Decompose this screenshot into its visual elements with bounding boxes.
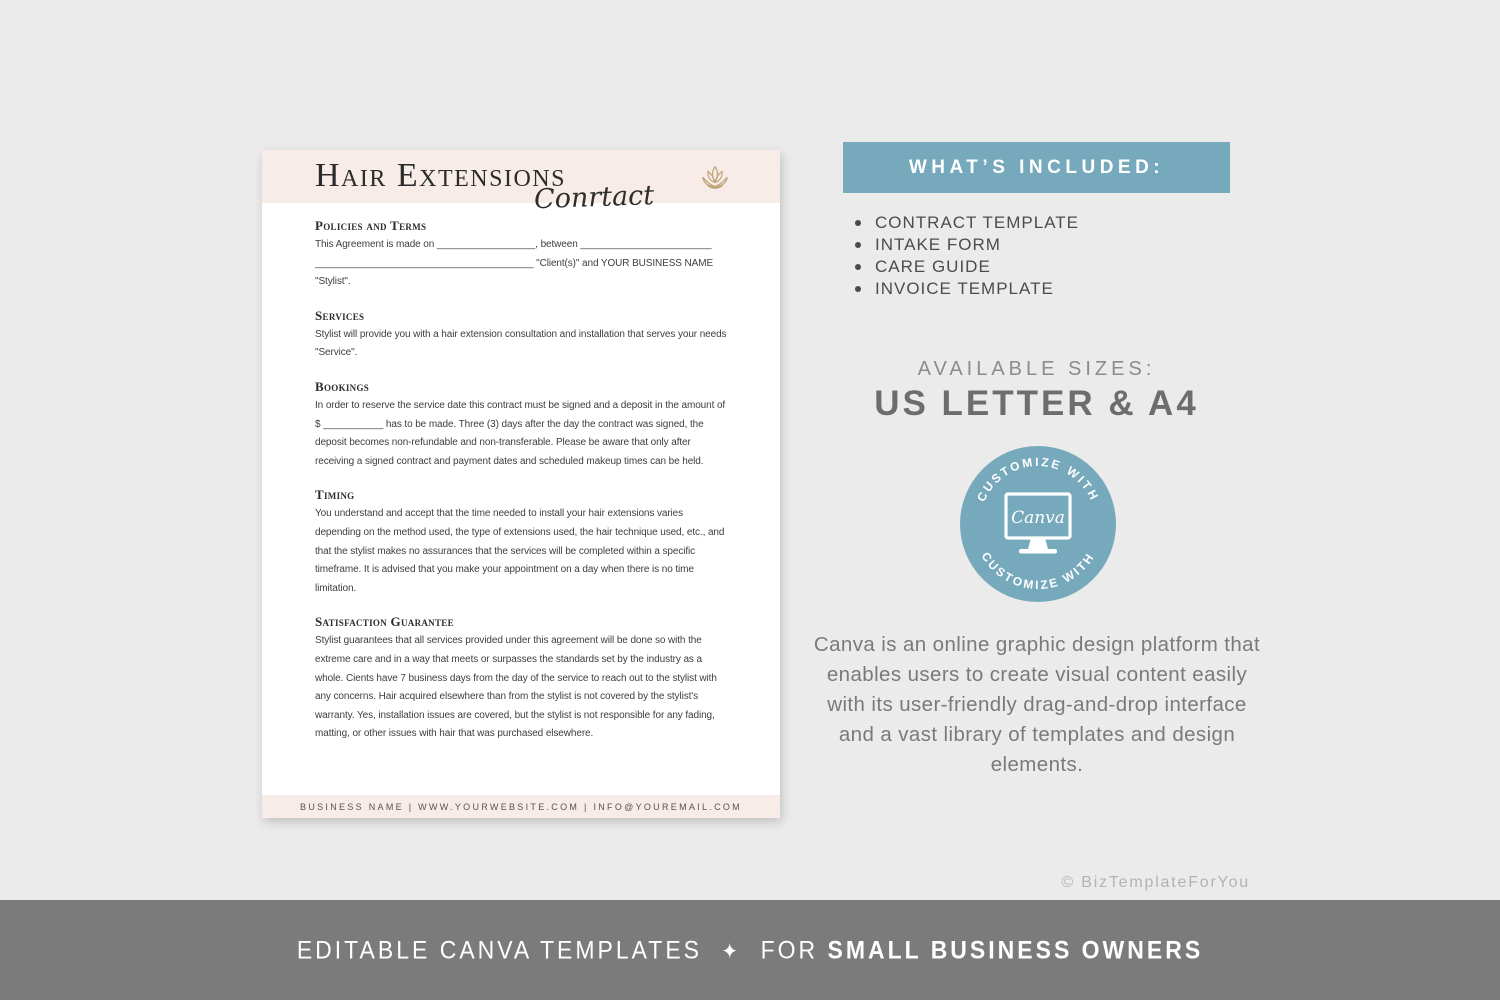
- badge-arc-text-bottom: CUSTOMIZE WITH: [978, 549, 1098, 593]
- four-pointed-star-icon: ✦: [721, 939, 742, 964]
- section-text: Stylist guarantees that all services provided under this agreement will be done so with the extreme care and in a way that meets or surpasses the standards set by the industry as a whole. Cients have 7 business days from the day of the service to reach out to the stylist with any concerns. Hair acquired elsewhere than from the stylist is not covered by the stylist's warranty. Yes, installation issues are covered, but the stylist is not responsible for any fading, matting, or other issues with hair that was purchased elsewhere.: [315, 635, 717, 740]
- section-satisfaction-guarantee: [315, 613, 735, 744]
- available-sizes-value: US LETTER & A4: [874, 384, 1199, 423]
- bullet-dot-icon: [855, 220, 861, 226]
- section-heading: Timing: [315, 487, 355, 503]
- section-text: This Agreement is made on __________________, between ________________________ ________________________________________ "Client(s)" and YOUR BUSINESS NAME "Stylist".: [315, 239, 714, 288]
- section-heading: Policies and Terms: [315, 218, 427, 233]
- contract-document-mockup: [262, 150, 780, 818]
- section-heading: Satisfaction Guarantee: [315, 614, 454, 630]
- whats-included-banner: WHAT’S INCLUDED:: [843, 142, 1230, 193]
- list-item: [855, 234, 1079, 256]
- section-text: Stylist will provide you with a hair extension consultation and installation that serves your needs "Service".: [315, 328, 727, 359]
- included-items-list: [855, 212, 1079, 300]
- lotus-flower-icon: [698, 162, 732, 196]
- bullet-dot-icon: [855, 242, 861, 248]
- list-item: [855, 256, 1079, 278]
- copyright-credit: © BizTemplateForYou: [1061, 874, 1250, 891]
- bottom-banner: [0, 900, 1500, 1000]
- section-heading: Bookings: [315, 378, 370, 394]
- document-footer-band: BUSINESS NAME | WWW.YOURWEBSITE.COM | INFO@YOUREMAIL.COM: [262, 795, 780, 818]
- canva-customize-badge: [960, 446, 1116, 602]
- bullet-dot-icon: [855, 286, 861, 292]
- section-text: In order to reserve the service date this contract must be signed and a deposit in the amount of $ ___________ has to be made. Three (3) days after the day the contract was signed, the deposit becomes non-refundable and non-transferable. Please be aware that only after receiving a signed contract and payment dates and scheduled makeup times can be held.: [315, 399, 726, 467]
- list-item-label: CARE GUIDE: [875, 257, 991, 276]
- document-body: [262, 203, 780, 744]
- section-heading: Services: [315, 307, 365, 323]
- list-item-label: INTAKE FORM: [875, 235, 1001, 254]
- bullet-dot-icon: [855, 264, 861, 270]
- section-text: You understand and accept that the time needed to install your hair extensions varies depending on the method used, the type of extensions used, the hair technique used, etc., and that the stylist makes no assurances that the services will be completed within a specific timeframe. It is advised that you make your appointment on a day when there is no time limitation.: [315, 508, 725, 594]
- canva-description: Canva is an online graphic design platform that enables users to create visual content easily with its user-friendly drag-and-drop interface and a vast library of templates and design elements.: [813, 633, 1261, 776]
- document-header-band: [262, 150, 780, 203]
- bottom-banner-text: [297, 935, 1203, 964]
- document-title: Hair Extensions: [315, 157, 566, 194]
- badge-arc-text-top: CUSTOMIZE WITH: [974, 454, 1102, 504]
- section-bookings: [315, 378, 735, 471]
- available-sizes-label: AVAILABLE SIZES:: [917, 358, 1156, 380]
- banner-text-regular: EDITABLE CANVA TEMPLATES: [296, 935, 703, 964]
- section-services: [315, 307, 735, 363]
- section-timing: [315, 486, 735, 598]
- banner-text-mid: FOR: [760, 935, 819, 964]
- document-script-subtitle: Conrtact: [533, 180, 655, 216]
- list-item-label: INVOICE TEMPLATE: [875, 279, 1054, 298]
- canva-brand-script: Canva: [1011, 508, 1065, 528]
- section-policies-and-terms: [315, 217, 735, 292]
- banner-text-bold: SMALL BUSINESS OWNERS: [827, 935, 1204, 964]
- list-item: [855, 212, 1079, 234]
- list-item: [855, 278, 1079, 300]
- list-item-label: CONTRACT TEMPLATE: [875, 213, 1080, 232]
